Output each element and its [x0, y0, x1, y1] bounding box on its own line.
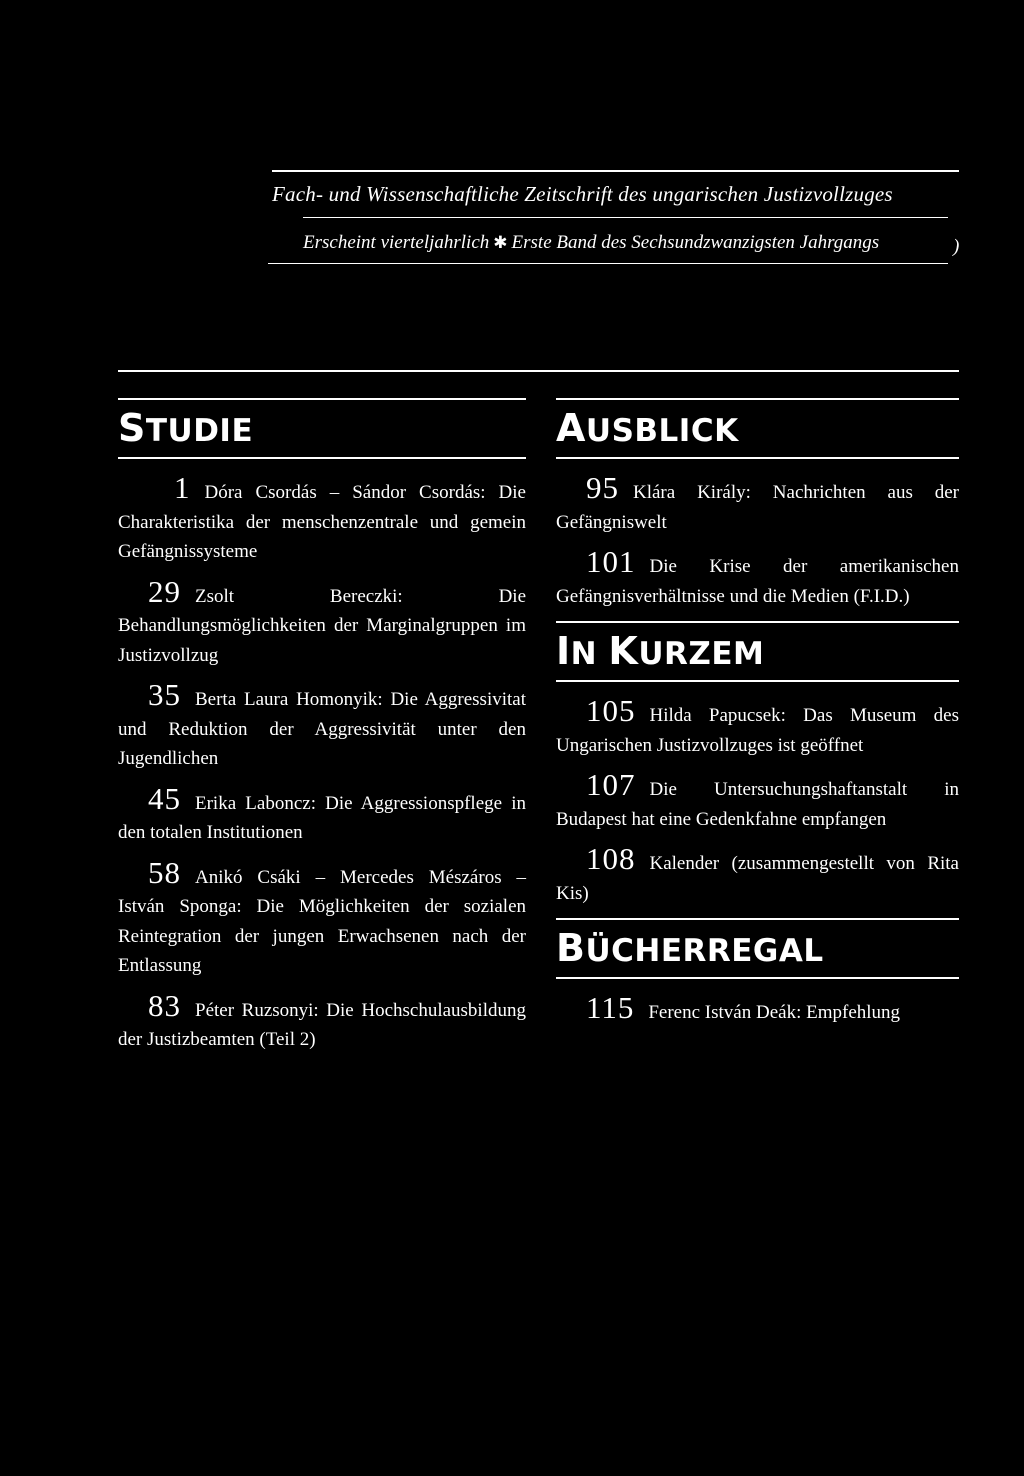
buecherregal-title-rest: ÜCHERREGAL	[585, 933, 824, 969]
buecherregal-title-cap: B	[556, 926, 586, 970]
page-number: 83	[148, 987, 181, 1023]
page-number: 58	[148, 854, 181, 890]
toc-entry[interactable]	[556, 544, 959, 611]
journal-frequency	[303, 232, 879, 254]
volume-text: Erste Band des Sechsundzwanzigsten Jahrgangs	[511, 232, 880, 253]
header-paren: )	[953, 236, 960, 257]
page-number: 1	[174, 470, 191, 505]
section-title-buecherregal	[556, 918, 959, 979]
toc-entry[interactable]	[556, 841, 959, 908]
studie-title-rest: TUDIE	[145, 413, 254, 449]
right-column	[556, 398, 959, 1038]
header-rule-bottom	[268, 263, 948, 264]
entry-text: Kalender (zusammengestellt von Rita Kis)	[556, 853, 959, 904]
page-number: 95	[586, 470, 619, 505]
entry-text: Die Untersuchungshaftanstalt in Budapest hat eine Gedenkfahne empfangen	[556, 779, 959, 830]
section-title-ausblick	[556, 398, 959, 459]
entry-text: Dóra Csordás – Sándor Csordás: Die Charakteristika der menschenzentrale und gemein Gefängnissysteme	[118, 482, 526, 562]
in-kurzem-title-cap1: I	[556, 629, 571, 673]
ausblick-title-rest: USBLICK	[585, 413, 739, 449]
studie-title-cap: S	[118, 406, 146, 450]
page-number: 29	[148, 573, 181, 609]
page-number: 35	[148, 677, 181, 712]
entry-text: Erika Laboncz: Die Aggressionspflege in den totalen Institutionen	[118, 792, 526, 843]
entry-text: Anikó Csáki – Mercedes Mészáros – István Sponga: Die Möglichkeiten der sozialen Reintegration der jungen Erwachsenen nach der Entlassung	[118, 866, 526, 976]
toc-entry[interactable]	[118, 470, 526, 567]
toc-entry[interactable]	[556, 470, 959, 537]
toc-entry[interactable]	[118, 780, 526, 848]
journal-subtitle: Fach- und Wissenschaftliche Zeitschrift des ungarischen Justizvollzuges	[272, 182, 893, 206]
toc-entry[interactable]	[556, 990, 959, 1028]
entry-text: Péter Ruzsonyi: Die Hochschulausbildung der Justizbeamten (Teil 2)	[118, 999, 526, 1050]
in-kurzem-title-rest1: N	[570, 636, 609, 672]
page-number: 108	[586, 841, 636, 876]
entry-text: Berta Laura Homonyik: Die Aggressivitat und Reduktion der Aggressivität unter den Jugendlichen	[118, 689, 526, 769]
entry-text: Ferenc István Deák: Empfehlung	[648, 1002, 901, 1023]
toc-entry[interactable]	[118, 987, 526, 1055]
header-rule-middle	[303, 217, 948, 218]
page-number: 45	[148, 780, 181, 816]
in-kurzem-title-cap2: K	[608, 629, 639, 673]
in-kurzem-title-rest2: URZEM	[638, 636, 765, 672]
left-column	[118, 398, 526, 1065]
entry-text: Hilda Papucsek: Das Museum des Ungarischen Justizvollzuges ist geöffnet	[556, 705, 959, 756]
toc-entry[interactable]	[118, 677, 526, 774]
toc-entry[interactable]	[556, 767, 959, 834]
toc-entry[interactable]	[118, 573, 526, 671]
page-number: 105	[586, 693, 636, 728]
entry-text: Klára Király: Nachrichten aus der Gefängniswelt	[556, 482, 959, 533]
page-number: 101	[586, 544, 636, 579]
page-number: 107	[586, 767, 636, 802]
entry-text: Zsolt Bereczki: Die Behandlungsmöglichkeiten der Marginalgruppen im Justizvollzug	[118, 585, 526, 666]
ausblick-title-cap: A	[556, 406, 586, 450]
section-title-studie	[118, 398, 526, 459]
page-number: 115	[586, 990, 635, 1025]
contents-top-rule	[118, 370, 959, 372]
frequency-text: Erscheint vierteljahrlich	[303, 232, 490, 253]
toc-entry[interactable]	[118, 854, 526, 981]
toc-entry[interactable]	[556, 693, 959, 760]
star-icon: ✱	[493, 233, 508, 252]
entry-text: Die Krise der amerikanischen Gefängnisverhältnisse und die Medien (F.I.D.)	[556, 556, 959, 607]
header-rule-top	[272, 170, 959, 172]
section-title-in-kurzem	[556, 621, 959, 682]
